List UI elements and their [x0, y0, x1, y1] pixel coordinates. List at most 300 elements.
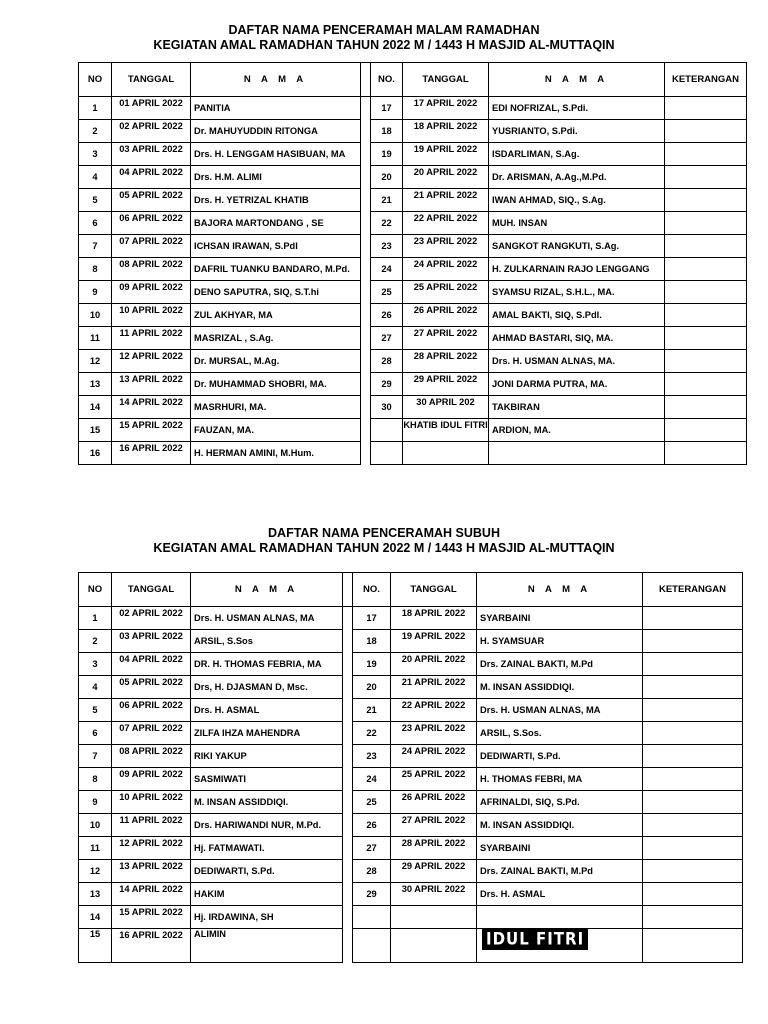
row-nama: ICHSAN IRAWAN, S.PdI — [191, 235, 361, 258]
row-nama: Drs. H. USMAN ALNAS, MA — [191, 607, 343, 630]
table-row — [79, 166, 747, 189]
row-no: 27 — [371, 327, 403, 350]
table-row — [79, 143, 747, 166]
row-tanggal — [403, 442, 489, 465]
column-gap — [361, 120, 371, 143]
row-nama: FAUZAN, MA. — [191, 419, 361, 442]
row-no: 5 — [79, 699, 112, 722]
subuh-schedule-table — [78, 572, 743, 963]
row-no: 15 — [79, 419, 112, 442]
row-no: 11 — [79, 327, 112, 350]
row-nama: SYARBAINI — [477, 837, 643, 860]
row-no: 1 — [79, 607, 112, 630]
header-nama: N A M A — [489, 63, 665, 97]
row-keterangan — [643, 699, 743, 722]
column-gap — [361, 258, 371, 281]
row-nama: Drs. H. USMAN ALNAS, MA — [477, 699, 643, 722]
row-tanggal: 13 APRIL 2022 — [112, 860, 191, 883]
row-no: 9 — [79, 281, 112, 304]
row-keterangan — [665, 258, 747, 281]
row-no: 14 — [79, 906, 112, 929]
row-no — [353, 929, 391, 963]
row-nama: ZILFA IHZA MAHENDRA — [191, 722, 343, 745]
column-gap — [361, 442, 371, 465]
header-nama: N A M A — [191, 573, 343, 607]
row-tanggal: 03 APRIL 2022 — [112, 630, 191, 653]
row-nama: SYAMSU RIZAL, S.H.L., MA. — [489, 281, 665, 304]
column-gap — [361, 166, 371, 189]
row-keterangan — [665, 189, 747, 212]
row-no — [353, 906, 391, 929]
row-keterangan — [643, 883, 743, 906]
row-keterangan — [665, 143, 747, 166]
column-gap — [343, 768, 353, 791]
row-tanggal: 25 APRIL 2022 — [391, 768, 477, 791]
row-tanggal: 22 APRIL 2022 — [391, 699, 477, 722]
row-keterangan — [643, 791, 743, 814]
row-no — [371, 442, 403, 465]
row-tanggal: 16 APRIL 2022 — [112, 929, 191, 963]
row-nama: MASRIZAL , S.Ag. — [191, 327, 361, 350]
table-row — [79, 327, 747, 350]
row-keterangan — [665, 235, 747, 258]
malam-schedule-table — [78, 62, 747, 465]
header-tanggal: TANGGAL — [112, 573, 191, 607]
row-tanggal: 18 APRIL 2022 — [391, 607, 477, 630]
row-nama: Drs. HARIWANDI NUR, M.Pd. — [191, 814, 343, 837]
row-tanggal: 15 APRIL 2022 — [112, 419, 191, 442]
row-nama: Drs. H. ASMAL — [191, 699, 343, 722]
row-no: 23 — [371, 235, 403, 258]
row-tanggal: 06 APRIL 2022 — [112, 212, 191, 235]
row-nama: HAKIM — [191, 883, 343, 906]
row-keterangan — [643, 630, 743, 653]
column-gap — [361, 143, 371, 166]
row-nama: Dr. MURSAL, M.Ag. — [191, 350, 361, 373]
table-row — [79, 630, 743, 653]
row-tanggal: 28 APRIL 2022 — [403, 350, 489, 373]
row-keterangan — [665, 212, 747, 235]
row-keterangan — [665, 97, 747, 120]
column-gap — [343, 699, 353, 722]
row-no: 3 — [79, 653, 112, 676]
row-nama: H. THOMAS FEBRI, MA — [477, 768, 643, 791]
row-no: 30 — [371, 396, 403, 419]
table-row — [79, 235, 747, 258]
row-tanggal: 02 APRIL 2022 — [112, 120, 191, 143]
table-row — [79, 304, 747, 327]
row-tanggal: 19 APRIL 2022 — [391, 630, 477, 653]
row-nama: M. INSAN ASSIDDIQI. — [191, 791, 343, 814]
row-no: 25 — [371, 281, 403, 304]
row-tanggal: 11 APRIL 2022 — [112, 814, 191, 837]
row-keterangan — [665, 396, 747, 419]
row-no: 29 — [353, 883, 391, 906]
row-no: 22 — [353, 722, 391, 745]
row-nama: MASRHURI, MA. — [191, 396, 361, 419]
header-no: NO — [79, 573, 112, 607]
malam-header-row — [79, 63, 747, 97]
row-tanggal: 05 APRIL 2022 — [112, 676, 191, 699]
row-no: 12 — [79, 860, 112, 883]
row-no: 2 — [79, 630, 112, 653]
row-no: 13 — [79, 373, 112, 396]
header-no: NO. — [371, 63, 403, 97]
table-row — [79, 350, 747, 373]
row-no: 11 — [79, 837, 112, 860]
row-nama: DAFRIL TUANKU BANDARO, M.Pd. — [191, 258, 361, 281]
row-no: 23 — [353, 745, 391, 768]
column-gap — [361, 189, 371, 212]
row-keterangan — [643, 653, 743, 676]
row-nama: ARSIL, S.Sos. — [477, 722, 643, 745]
table-row — [79, 281, 747, 304]
row-nama: Dr. MAHUYUDDIN RITONGA — [191, 120, 361, 143]
row-no: 17 — [353, 607, 391, 630]
row-nama: SANGKOT RANGKUTI, S.Ag. — [489, 235, 665, 258]
column-gap — [343, 607, 353, 630]
row-no: 4 — [79, 166, 112, 189]
row-keterangan — [643, 745, 743, 768]
table-row — [79, 212, 747, 235]
table-row — [79, 120, 747, 143]
table-row — [79, 373, 747, 396]
row-no: 21 — [371, 189, 403, 212]
row-keterangan — [665, 166, 747, 189]
row-tanggal: 28 APRIL 2022 — [391, 837, 477, 860]
header-nama: N A M A — [191, 63, 361, 97]
row-nama: AFRINALDI, SIQ, S.Pd. — [477, 791, 643, 814]
column-gap — [343, 653, 353, 676]
malam-title-1: DAFTAR NAMA PENCERAMAH MALAM RAMADHAN — [228, 23, 540, 37]
row-tanggal: 02 APRIL 2022 — [112, 607, 191, 630]
row-nama: M. INSAN ASSIDDIQI. — [477, 676, 643, 699]
column-gap — [343, 837, 353, 860]
row-nama: Drs. ZAINAL BAKTI, M.Pd — [477, 860, 643, 883]
row-tanggal: 19 APRIL 2022 — [403, 143, 489, 166]
row-tanggal: 15 APRIL 2022 — [112, 906, 191, 929]
row-tanggal: 20 APRIL 2022 — [391, 653, 477, 676]
row-tanggal: 09 APRIL 2022 — [112, 768, 191, 791]
table-row — [79, 189, 747, 212]
row-nama: Hj. FATMAWATI. — [191, 837, 343, 860]
row-tanggal: 13 APRIL 2022 — [112, 373, 191, 396]
row-no: 18 — [371, 120, 403, 143]
header-nama: N A M A — [477, 573, 643, 607]
row-tanggal: 23 APRIL 2022 — [403, 235, 489, 258]
row-no: 10 — [79, 304, 112, 327]
row-tanggal: 12 APRIL 2022 — [112, 350, 191, 373]
row-keterangan — [643, 906, 743, 929]
table-row — [79, 419, 747, 442]
row-no: 17 — [371, 97, 403, 120]
row-nama: Drs. H. YETRIZAL KHATIB — [191, 189, 361, 212]
row-tanggal: 24 APRIL 2022 — [391, 745, 477, 768]
row-no: 9 — [79, 791, 112, 814]
malam-title-2: KEGIATAN AMAL RAMADHAN TAHUN 2022 M / 1443 H MASJID AL-MUTTAQIN — [153, 38, 615, 52]
row-nama: TAKBIRAN — [489, 396, 665, 419]
column-gap — [361, 396, 371, 419]
row-tanggal: 04 APRIL 2022 — [112, 166, 191, 189]
table-row — [79, 258, 747, 281]
row-no: 25 — [353, 791, 391, 814]
row-tanggal: 10 APRIL 2022 — [112, 791, 191, 814]
row-keterangan — [665, 442, 747, 465]
column-gap — [361, 97, 371, 120]
row-tanggal: 27 APRIL 2022 — [391, 814, 477, 837]
row-tanggal: 30 APRIL 202 — [403, 396, 489, 419]
row-nama — [477, 906, 643, 929]
table-row — [79, 653, 743, 676]
row-no: 13 — [79, 883, 112, 906]
column-gap — [361, 235, 371, 258]
row-tanggal: 22 APRIL 2022 — [403, 212, 489, 235]
table-row — [79, 860, 743, 883]
row-no: 5 — [79, 189, 112, 212]
column-gap — [361, 350, 371, 373]
row-nama: ARSIL, S.Sos — [191, 630, 343, 653]
row-nama: BAJORA MARTONDANG , SE — [191, 212, 361, 235]
row-tanggal: 05 APRIL 2022 — [112, 189, 191, 212]
table-row — [79, 814, 743, 837]
row-nama: H. SYAMSUAR — [477, 630, 643, 653]
row-no: 28 — [353, 860, 391, 883]
row-tanggal: 29 APRIL 2022 — [403, 373, 489, 396]
column-gap — [343, 630, 353, 653]
row-keterangan — [643, 722, 743, 745]
column-gap — [343, 676, 353, 699]
row-nama: DEDIWARTI, S.Pd. — [477, 745, 643, 768]
row-tanggal: 24 APRIL 2022 — [403, 258, 489, 281]
row-nama: SYARBAINI — [477, 607, 643, 630]
header-keterangan: KETERANGAN — [643, 573, 743, 607]
row-nama: ALIMIN — [191, 929, 343, 963]
column-gap — [361, 63, 371, 97]
column-gap — [343, 906, 353, 929]
row-tanggal: 03 APRIL 2022 — [112, 143, 191, 166]
row-no: 22 — [371, 212, 403, 235]
row-no: 16 — [79, 442, 112, 465]
row-tanggal: 11 APRIL 2022 — [112, 327, 191, 350]
row-keterangan — [643, 929, 743, 963]
row-tanggal: 14 APRIL 2022 — [112, 883, 191, 906]
row-no: 7 — [79, 235, 112, 258]
row-no: 29 — [371, 373, 403, 396]
row-tanggal: 26 APRIL 2022 — [403, 304, 489, 327]
row-nama: Drs. H. LENGGAM HASIBUAN, MA — [191, 143, 361, 166]
row-no: 26 — [371, 304, 403, 327]
row-no: 3 — [79, 143, 112, 166]
row-nama: H. ZULKARNAIN RAJO LENGGANG — [489, 258, 665, 281]
row-nama: ARDION, MA. — [489, 419, 665, 442]
column-gap — [343, 860, 353, 883]
row-tanggal: 08 APRIL 2022 — [112, 745, 191, 768]
row-tanggal: 27 APRIL 2022 — [403, 327, 489, 350]
row-nama: Drs. H. ASMAL — [477, 883, 643, 906]
table-row — [79, 722, 743, 745]
table-row — [79, 97, 747, 120]
row-no: 1 — [79, 97, 112, 120]
row-no: 12 — [79, 350, 112, 373]
row-keterangan — [643, 768, 743, 791]
column-gap — [343, 883, 353, 906]
table-row — [79, 699, 743, 722]
column-gap — [343, 722, 353, 745]
row-no: 8 — [79, 258, 112, 281]
subuh-title-2: KEGIATAN AMAL RAMADHAN TAHUN 2022 M / 1443 H MASJID AL-MUTTAQIN — [153, 541, 615, 555]
row-tanggal: 12 APRIL 2022 — [112, 837, 191, 860]
row-tanggal: 21 APRIL 2022 — [403, 189, 489, 212]
row-keterangan — [665, 373, 747, 396]
row-tanggal: 25 APRIL 2022 — [403, 281, 489, 304]
row-no: 4 — [79, 676, 112, 699]
header-no: NO. — [353, 573, 391, 607]
row-keterangan — [643, 814, 743, 837]
table-row — [79, 929, 743, 963]
row-no — [371, 419, 403, 442]
row-tanggal — [391, 906, 477, 929]
row-tanggal: 16 APRIL 2022 — [112, 442, 191, 465]
table-row — [79, 607, 743, 630]
row-nama: YUSRIANTO, S.Pdi. — [489, 120, 665, 143]
row-nama: Drs. H.M. ALIMI — [191, 166, 361, 189]
column-gap — [361, 419, 371, 442]
row-nama: PANITIA — [191, 97, 361, 120]
row-no: 20 — [371, 166, 403, 189]
row-keterangan — [665, 281, 747, 304]
header-tanggal: TANGGAL — [403, 63, 489, 97]
row-nama: EDI NOFRIZAL, S.Pdi. — [489, 97, 665, 120]
row-tanggal: 09 APRIL 2022 — [112, 281, 191, 304]
row-no: 20 — [353, 676, 391, 699]
row-tanggal: 14 APRIL 2022 — [112, 396, 191, 419]
header-tanggal: TANGGAL — [112, 63, 191, 97]
table-row — [79, 791, 743, 814]
row-nama: JONI DARMA PUTRA, MA. — [489, 373, 665, 396]
row-nama: AMAL BAKTI, SIQ, S.PdI. — [489, 304, 665, 327]
row-tanggal: 21 APRIL 2022 — [391, 676, 477, 699]
row-keterangan — [643, 607, 743, 630]
table-row — [79, 883, 743, 906]
row-keterangan — [643, 837, 743, 860]
table-row — [79, 442, 747, 465]
row-keterangan — [643, 676, 743, 699]
row-tanggal — [391, 929, 477, 963]
row-no: 8 — [79, 768, 112, 791]
column-gap — [361, 304, 371, 327]
row-nama: DR. H. THOMAS FEBRIA, MA — [191, 653, 343, 676]
row-nama: MUH. INSAN — [489, 212, 665, 235]
row-no: 14 — [79, 396, 112, 419]
row-keterangan — [665, 327, 747, 350]
column-gap — [343, 791, 353, 814]
header-tanggal: TANGGAL — [391, 573, 477, 607]
row-nama: SASMIWATI — [191, 768, 343, 791]
row-nama: Hj. IRDAWINA, SH — [191, 906, 343, 929]
column-gap — [343, 814, 353, 837]
table-row — [79, 837, 743, 860]
row-tanggal: 10 APRIL 2022 — [112, 304, 191, 327]
column-gap — [343, 745, 353, 768]
row-keterangan — [665, 304, 747, 327]
row-nama: DEDIWARTI, S.Pd. — [191, 860, 343, 883]
row-no: 19 — [371, 143, 403, 166]
row-tanggal: 07 APRIL 2022 — [112, 235, 191, 258]
row-nama: Dr. MUHAMMAD SHOBRI, MA. — [191, 373, 361, 396]
row-nama: Dr. ARISMAN, A.Ag.,M.Pd. — [489, 166, 665, 189]
row-tanggal: KHATIB IDUL FITRI — [403, 419, 489, 442]
row-no: 6 — [79, 722, 112, 745]
row-no: 24 — [353, 768, 391, 791]
row-keterangan — [665, 419, 747, 442]
row-keterangan — [643, 860, 743, 883]
table-row — [79, 396, 747, 419]
row-tanggal: 29 APRIL 2022 — [391, 860, 477, 883]
idul-fitri-label: IDUL FITRI — [482, 929, 588, 951]
header-no: NO — [79, 63, 112, 97]
row-nama: H. HERMAN AMINI, M.Hum. — [191, 442, 361, 465]
column-gap — [361, 281, 371, 304]
row-tanggal: 20 APRIL 2022 — [403, 166, 489, 189]
row-no: 18 — [353, 630, 391, 653]
row-no: 21 — [353, 699, 391, 722]
row-no: 26 — [353, 814, 391, 837]
row-keterangan — [665, 120, 747, 143]
row-no: 7 — [79, 745, 112, 768]
row-nama: ISDARLIMAN, S.Ag. — [489, 143, 665, 166]
row-nama: AHMAD BASTARI, SIQ, MA. — [489, 327, 665, 350]
row-nama: ZUL AKHYAR, MA — [191, 304, 361, 327]
row-nama: Drs. ZAINAL BAKTI, M.Pd — [477, 653, 643, 676]
row-nama: Drs, H. DJASMAN D, Msc. — [191, 676, 343, 699]
column-gap — [361, 212, 371, 235]
row-nama: DENO SAPUTRA, SIQ, S.T.hi — [191, 281, 361, 304]
row-tanggal: 07 APRIL 2022 — [112, 722, 191, 745]
table-row — [79, 676, 743, 699]
column-gap — [361, 373, 371, 396]
row-nama: M. INSAN ASSIDDIQI. — [477, 814, 643, 837]
column-gap — [343, 929, 353, 963]
row-no: 27 — [353, 837, 391, 860]
row-no: 2 — [79, 120, 112, 143]
table-row — [79, 906, 743, 929]
row-no: 28 — [371, 350, 403, 373]
row-tanggal: 18 APRIL 2022 — [403, 120, 489, 143]
column-gap — [361, 327, 371, 350]
row-no: 19 — [353, 653, 391, 676]
row-no: 15 — [79, 929, 112, 963]
row-nama — [489, 442, 665, 465]
row-tanggal: 30 APRIL 2022 — [391, 883, 477, 906]
subuh-title-1: DAFTAR NAMA PENCERAMAH SUBUH — [268, 526, 500, 540]
row-nama — [477, 929, 643, 963]
row-tanggal: 23 APRIL 2022 — [391, 722, 477, 745]
row-nama: RIKI YAKUP — [191, 745, 343, 768]
row-no: 10 — [79, 814, 112, 837]
table-row — [79, 768, 743, 791]
row-tanggal: 08 APRIL 2022 — [112, 258, 191, 281]
row-tanggal: 01 APRIL 2022 — [112, 97, 191, 120]
subuh-header-row — [79, 573, 743, 607]
table-row — [79, 745, 743, 768]
row-tanggal: 17 APRIL 2022 — [403, 97, 489, 120]
row-nama: IWAN AHMAD, SIQ., S.Ag. — [489, 189, 665, 212]
row-tanggal: 26 APRIL 2022 — [391, 791, 477, 814]
column-gap — [343, 573, 353, 607]
row-tanggal: 06 APRIL 2022 — [112, 699, 191, 722]
header-keterangan: KETERANGAN — [665, 63, 747, 97]
row-keterangan — [665, 350, 747, 373]
